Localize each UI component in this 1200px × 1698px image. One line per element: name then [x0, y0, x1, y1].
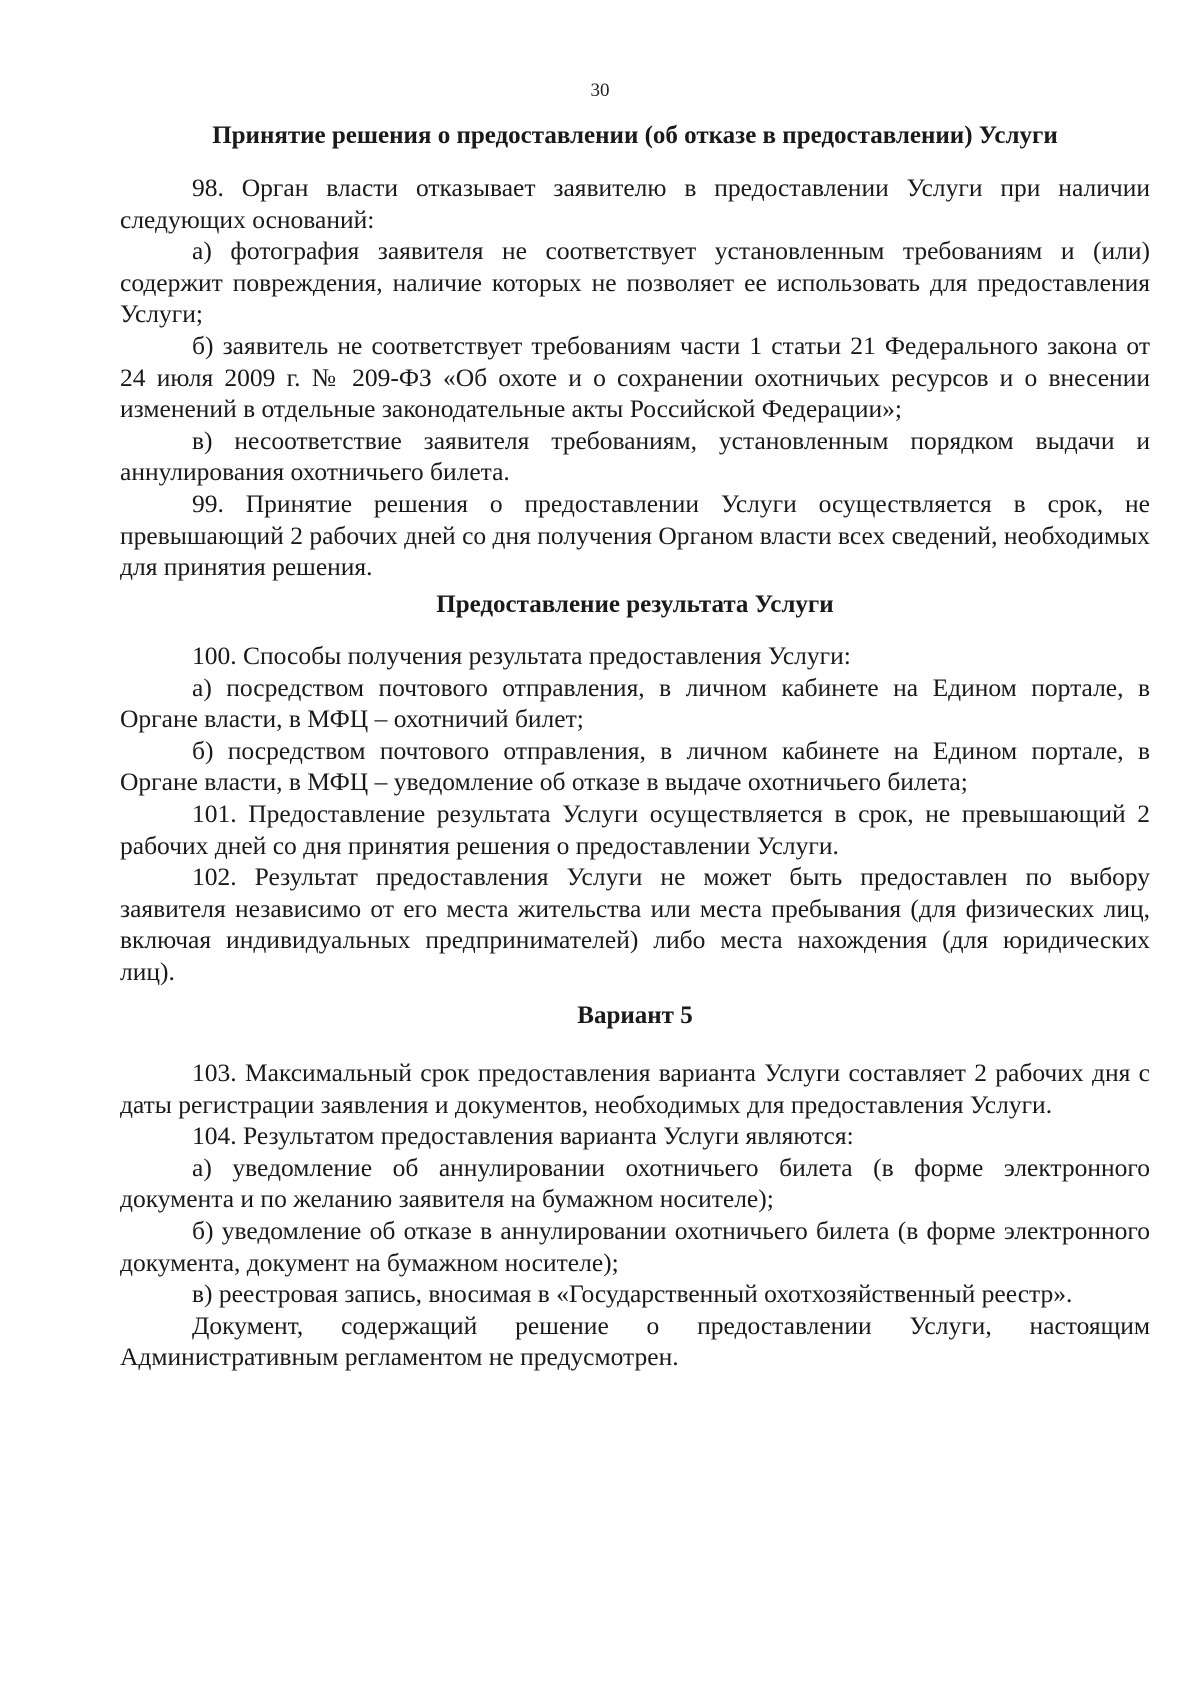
- section-decision-body: [120, 172, 1150, 583]
- paragraph-101: 101. Предоставление результата Услуги осуществляется в срок, не превышающий 2 рабочих дней со дня принятия решения о предоставлении Услуги.: [120, 798, 1150, 860]
- section-heading-variant-5: Вариант 5: [577, 1002, 693, 1029]
- paragraph-104-b: б) уведомление об отказе в аннулировании охотничьего билета (в форме электронного документа, документ на бумажном носителе);: [120, 1215, 1150, 1277]
- paragraph-104-a: а) уведомление об аннулировании охотничьего билета (в форме электронного документа и по желанию заявителя на бумажном носителе);: [120, 1152, 1150, 1214]
- page-number: 30: [590, 80, 610, 101]
- section-result-body: [120, 640, 1150, 988]
- paragraph-104: 104. Результатом предоставления варианта Услуги являются:: [192, 1121, 854, 1151]
- paragraph-102: 102. Результат предоставления Услуги не может быть предоставлен по выбору заявителя независимо от его места жительства или места пребывания (для физических лиц, включая индивидуальных предпринимателей) либо места нахождения (для юридических лиц).: [120, 862, 1150, 986]
- paragraph-99: 99. Принятие решения о предоставлении Услуги осуществляется в срок, не превышающий 2 рабочих дней со дня получения Органом власти всех сведений, необходимых для принятия решения.: [120, 488, 1150, 582]
- paragraph-100-b: б) посредством почтового отправления, в личном кабинете на Едином портале, в Органе власти, в МФЦ – уведомление об отказе в выдаче охотничьего билета;: [120, 735, 1150, 797]
- paragraph-103: 103. Максимальный срок предоставления варианта Услуги составляет 2 рабочих дня с даты регистрации заявления и документов, необходимых для предоставления Услуги.: [120, 1058, 1150, 1119]
- section-heading-result: Предоставление результата Услуги: [436, 591, 834, 618]
- paragraph-98: 98. Орган власти отказывает заявителю в предоставлении Услуги при наличии следующих оснований:: [120, 173, 1150, 234]
- paragraph-100-a: а) посредством почтового отправления, в личном кабинете на Едином портале, в Органе власти, в МФЦ – охотничий билет;: [120, 672, 1150, 734]
- paragraph-104-v: в) реестровая запись, вносимая в «Государственный охотхозяйственный реестр».: [192, 1279, 1073, 1309]
- paragraph-closing-note: Документ, содержащий решение о предоставлении Услуги, настоящим Административным регламентом не предусмотрен.: [120, 1310, 1150, 1372]
- paragraph-98-a: а) фотография заявителя не соответствует установленным требованиям и (или) содержит повреждения, наличие которых не позволяет ее использовать для предоставления Услуги;: [120, 236, 1150, 329]
- section-heading-decision: Принятие решения о предоставлении (об отказе в предоставлении) Услуги: [212, 122, 1058, 149]
- paragraph-98-v: в) несоответствие заявителя требованиям, установленным порядком выдачи и аннулирования охотничьего билета.: [120, 425, 1150, 487]
- section-variant-5-body: [120, 1057, 1150, 1373]
- paragraph-100: 100. Способы получения результата предоставления Услуги:: [192, 641, 851, 670]
- paragraph-98-b: б) заявитель не соответствует требованиям части 1 статьи 21 Федерального закона от 24 июля 2009 г. № 209-ФЗ «Об охоте и о сохранении охотничьих ресурсов и о внесении изменений в отдельные законодательные акты Российской Федерации»;: [120, 330, 1150, 424]
